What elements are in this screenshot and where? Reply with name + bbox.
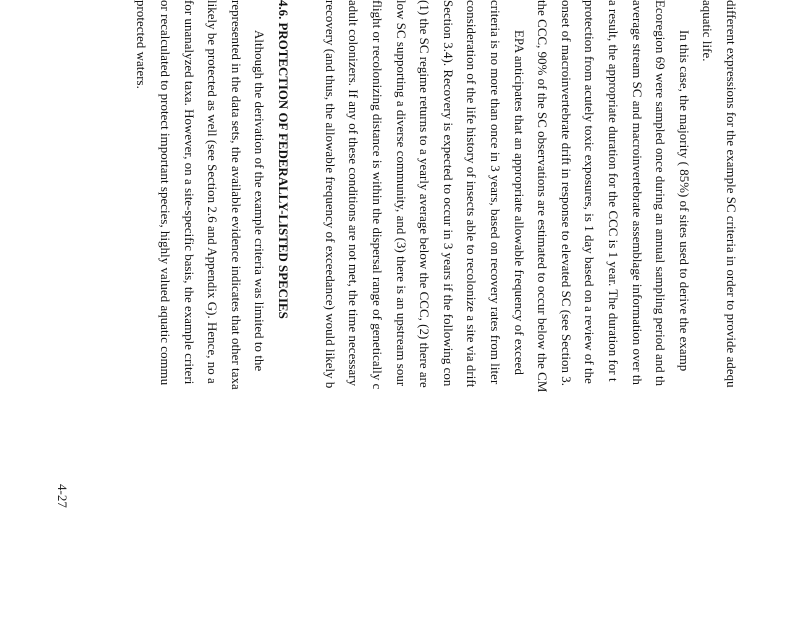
page-number: 4-27 xyxy=(55,484,70,508)
para2-line-5: (1) the SC regime returns to a yearly average below the CCC, (2) there are xyxy=(417,0,432,388)
para1-line-4: a result, the appropriate duration for the CCC is 1 year. The duration for t xyxy=(606,0,620,382)
para1-line-3: average stream SC and macroinvertebrate assemblage information over th xyxy=(629,0,644,386)
para2-line-7: flight or recolonizing distance is within the dispersal range of genetically c xyxy=(370,0,384,390)
para2-line-2: criteria is no more than once in 3 years, based on recovery rates from liter xyxy=(488,0,502,385)
para3-line-2: represented in the data sets, the available evidence indicates that other taxa xyxy=(228,0,243,390)
para2-line-9: recovery (and thus, the allowable frequency of exceedance) would likely b xyxy=(322,0,337,389)
para2-line-1: EPA anticipates that an appropriate allowable frequency of exceed xyxy=(511,30,526,375)
para1-line-2: Ecoregion 69 were sampled once during an annual sampling period and th xyxy=(653,0,668,387)
intro-line-1: different expressions for the example SC criteria in order to provide adequ xyxy=(724,0,738,388)
para3-line-6: protected waters. xyxy=(134,0,149,89)
para2-line-8: adult colonizers. If any of these conditions are not met, the time necessary xyxy=(346,0,361,387)
section-heading: 4.6. PROTECTION OF FEDERALLY-LISTED SPECIES xyxy=(276,0,290,319)
para3-line-1: Although the derivation of the example criteria was limited to the xyxy=(252,30,267,372)
intro-line-2: aquatic life. xyxy=(700,0,715,62)
para3-line-4: for unanalyzed taxa. However, on a site-specific basis, the example criteri xyxy=(181,0,196,385)
para3-line-5: or recalculated to protect important species, highly valued aquatic commu xyxy=(158,0,172,386)
para1-line-1: In this case, the majority ( 85%) of sites used to derive the examp xyxy=(676,30,691,372)
rotated-text-block xyxy=(42,0,742,618)
para1-line-5: protection from acutely toxic exposures, is 1 day based on a review of the xyxy=(582,0,597,384)
para2-line-4: Section 3.4). Recovery is expected to occur in 3 years if the following con xyxy=(440,0,455,387)
para1-line-6: onset of macroinvertebrate drift in response to elevated SC (see Section 3. xyxy=(558,0,573,387)
para2-line-6: low SC supporting a diverse community, and (3) there is an upstream sour xyxy=(393,0,408,387)
para1-line-7: the CCC, 90% of the SC observations are estimated to occur below the CM xyxy=(535,0,550,393)
para2-line-3: consideration of the life history of insects able to recolonize a site via drift xyxy=(464,0,479,388)
para3-line-3: likely be protected as well (see Section 2.6 and Appendix G). Hence, no a xyxy=(205,0,220,384)
